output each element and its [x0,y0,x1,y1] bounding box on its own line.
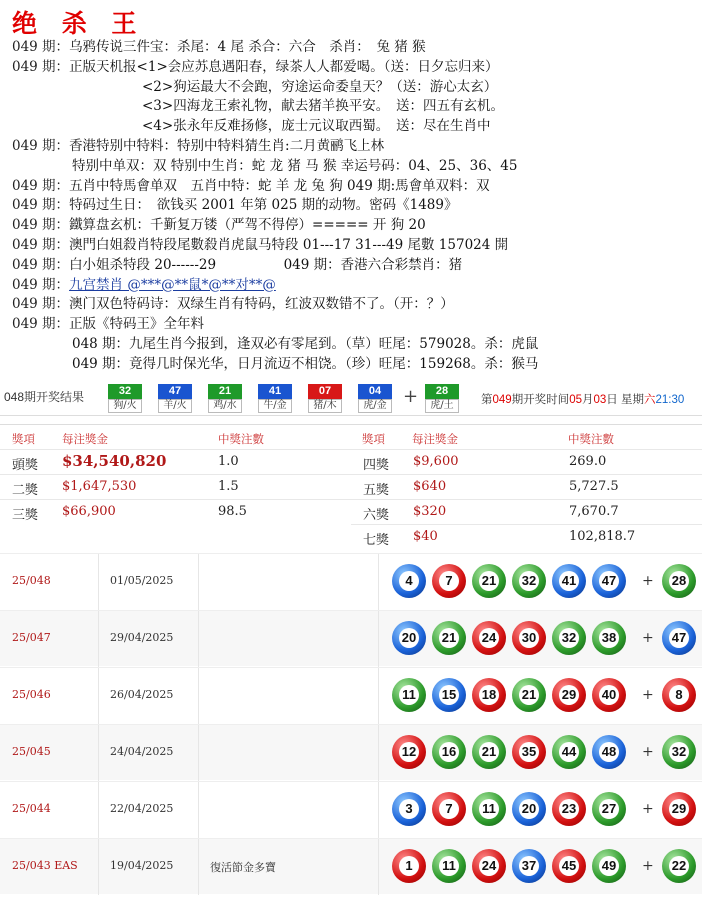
prize-header: 每注獎金 [412,434,458,446]
time-month: 05 [569,394,582,406]
ball-number: 23 [559,799,579,819]
time-issue: 049 [492,394,512,406]
line-text: 白小姐杀特段 20------29 049 期：香港六合彩禁肖：猪 [69,256,463,273]
ball-number: 28 [669,571,689,591]
prize-header: 獎項 [12,434,35,446]
column-divider [378,782,379,838]
lottery-ball [512,564,546,598]
history-issue: 25/048 [12,574,51,587]
ball-number: 30 [519,628,539,648]
ball-number: 35 [519,742,539,762]
prize-money: $9,600 [413,454,459,469]
history-date: 26/04/2025 [110,688,174,701]
ball-number: 44 [559,742,579,762]
column-divider [198,839,199,895]
lottery-ball [432,678,466,712]
column-divider [198,782,199,838]
line-text: 九宫禁肖 @***@**鼠*@**对**@ [69,276,276,293]
prediction-line [12,58,499,76]
issue-prefix: 049 期： [12,39,70,55]
prize-name: 六獎 [363,508,390,523]
draw-ball-number: 32 [108,384,142,399]
special-ball [662,621,696,655]
draw-ball-zodiac: 虎/土 [425,399,459,413]
column-divider [378,668,379,724]
special-ball [662,564,696,598]
ball-number: 47 [669,628,689,648]
ball-number: 32 [519,571,539,591]
column-divider [378,725,379,781]
history-date: 01/05/2025 [110,574,174,587]
prize-header: 中獎注數 [218,434,264,446]
draw-ball [358,384,392,412]
prize-money: $640 [413,479,447,494]
prize-money: $1,647,530 [62,479,137,494]
issue-prefix: 049 期： [12,316,70,333]
time-prefix: 第 [481,394,493,406]
next-draw-time [481,391,684,407]
column-divider [98,782,99,838]
column-divider [98,554,99,610]
ball-number: 21 [479,742,499,762]
lottery-ball [512,792,546,826]
ball-number: 7 [439,571,459,591]
history-row [0,838,702,894]
line-text: <4>张永年反难扬修，庞士元议取西蜀。 送：尽在生肖中 [142,118,491,135]
lottery-ball [592,735,626,769]
ball-number: 18 [479,685,499,705]
line-text: 澳門白姐殺肖特段尾數殺肖虎鼠马特段 01---17 31---49 尾數 157024 開 [69,237,509,253]
draw-ball-number: 41 [258,384,292,399]
prize-count: 1.0 [218,454,239,469]
ball-number: 49 [599,856,619,876]
history-date: 22/04/2025 [110,802,174,815]
ball-number: 7 [439,799,459,819]
prize-row [0,449,351,472]
ball-number: 11 [439,856,459,876]
plus-sign: + [642,630,654,646]
prize-name: 七獎 [363,533,390,548]
prize-header: 中獎注數 [568,434,614,446]
column-divider [98,611,99,667]
prediction-line [12,256,462,274]
page-title: 绝 杀 王 [12,9,145,38]
plus-sign: + [642,573,654,589]
issue-prefix: 049 期： [12,237,70,253]
lottery-ball [592,792,626,826]
line-text: 澳门双色特码诗：双绿生肖有特码，红波双数错不了。（开：？） [69,296,454,313]
lottery-ball [472,621,506,655]
prize-row [351,524,702,547]
ball-number: 21 [519,685,539,705]
lottery-ball [592,849,626,883]
draw-ball [108,384,142,412]
draw-ball-number: 21 [208,384,242,399]
ball-number: 24 [479,628,499,648]
lottery-ball [432,849,466,883]
history-issue: 25/043 EAS [12,859,78,872]
ball-number: 21 [479,571,499,591]
ball-number: 32 [669,742,689,762]
ball-number: 11 [479,799,499,819]
prize-header: 獎項 [362,434,385,446]
line-text: 鐵算盘玄机：千斳复万镂（严驾不得停）===== 开 狗 20 [69,217,426,234]
line-text: <2>狗运最大不会跑，穷途运命委皇天？（送：游心太玄） [142,78,498,95]
prediction-line [12,236,508,254]
line-text: 正版天机报<1>会应苏息遇阳春，绿茶人人都爱喝。（送：日夕忘归来） [69,58,499,75]
line-text: 乌鸦传说三件宝：杀尾：4 尾 杀合：六合 杀肖： 兔 猪 猴 [69,39,426,55]
prize-money: $66,900 [62,504,116,519]
time-day-unit: 日 星期 [606,394,644,406]
plus-sign: + [403,386,419,407]
prediction-line [72,157,517,175]
ball-number: 32 [559,628,579,648]
prediction-line [12,315,204,333]
lottery-ball [472,792,506,826]
prize-table [0,424,702,550]
plus-sign: + [642,801,654,817]
lottery-ball [472,735,506,769]
prize-row [351,499,702,522]
ball-number: 4 [399,571,419,591]
lottery-ball [392,849,426,883]
column-divider [378,554,379,610]
prize-count: 102,818.7 [569,529,636,544]
prize-name: 頭獎 [12,458,39,473]
prediction-line [12,276,276,294]
history-row [0,667,702,723]
lottery-ball [432,564,466,598]
prize-header: 每注獎金 [62,434,108,446]
prediction-line [72,335,538,353]
prize-row [0,474,351,497]
prize-count: 98.5 [218,504,247,519]
draw-ball-zodiac: 猪/木 [308,399,342,413]
prize-money: $320 [413,504,447,519]
prediction-line [12,295,454,313]
prize-money: $34,540,820 [62,452,167,470]
special-ball [662,792,696,826]
prize-row [0,499,351,522]
ball-number: 11 [399,685,419,705]
lottery-ball [472,849,506,883]
lottery-ball [552,735,586,769]
draw-ball [208,384,242,412]
special-ball [662,678,696,712]
line-text: <3>四海龙王索礼物，献去猪羊换平安。 送：四五有玄机。 [142,98,504,115]
plus-sign: + [642,687,654,703]
prize-money: $40 [413,529,438,544]
line-text: 048 期：九尾生肖今报到，逢双必有零尾到。（草）旺尾：579028。杀：虎鼠 [72,336,539,352]
history-row [0,553,702,609]
ball-number: 16 [439,742,459,762]
line-text: 049 期：竟得几时保光华，日月流迈不相饶。（珍）旺尾：159268。杀：猴马 [72,355,539,372]
draw-ball [258,384,292,412]
issue-prefix: 049 期： [12,256,70,273]
ball-number: 20 [519,799,539,819]
column-divider [198,725,199,781]
draw-ball-zodiac: 牛/金 [258,399,292,413]
lottery-ball [392,792,426,826]
column-divider [198,611,199,667]
line-text: 五肖中特馬會单双 五肖中特：蛇 羊 龙 兔 狗 049 期:馬會单双料：双 [69,177,490,194]
history-issue: 25/044 [12,802,51,815]
prize-name: 五獎 [363,483,390,498]
ball-number: 41 [559,571,579,591]
line-text: 香港特别中特料：特别中特料猜生肖:二月黄鹂飞上林 [69,138,385,154]
line-text: 特码过生日： 欲钱买 2001 年第 025 期的动物。密码《1489》 [69,197,458,214]
lottery-ball [392,678,426,712]
ball-number: 1 [399,856,419,876]
lottery-ball [392,564,426,598]
lottery-ball [432,735,466,769]
column-divider [98,725,99,781]
history-note: 復活節金多寶 [210,861,276,874]
draw-ball-number: 04 [358,384,392,399]
draw-ball [425,384,459,412]
draw-ball-number: 28 [425,384,459,399]
prize-name: 二獎 [12,483,39,498]
prize-row [351,474,702,497]
history-row [0,781,702,837]
time-month-unit: 月 [581,394,594,406]
issue-prefix: 049 期： [12,197,70,214]
history-date: 29/04/2025 [110,631,174,644]
prediction-line [142,117,490,135]
lottery-ball [432,792,466,826]
ball-number: 22 [669,856,689,876]
lottery-ball [512,849,546,883]
line-text: 正版《特码王》全年料 [69,316,205,333]
column-divider [378,611,379,667]
ball-number: 8 [669,685,689,705]
issue-prefix: 049 期： [12,296,70,313]
prize-count: 269.0 [569,454,607,469]
ball-number: 29 [669,799,689,819]
ball-number: 48 [599,742,619,762]
history-issue: 25/046 [12,688,51,701]
ball-number: 45 [559,856,579,876]
lottery-ball [472,678,506,712]
prize-count: 5,727.5 [569,479,619,494]
lottery-ball [552,564,586,598]
prediction-line [142,97,504,115]
plus-sign: + [642,858,654,874]
column-divider [98,839,99,895]
prediction-line [72,355,538,373]
lottery-ball [512,678,546,712]
draw-ball-zodiac: 羊/火 [158,399,192,413]
issue-prefix: 049 期： [12,138,70,154]
ball-number: 15 [439,685,459,705]
prediction-line [12,196,457,214]
time-day: 03 [593,394,607,406]
time-week: 六 [643,394,656,406]
ball-number: 20 [399,628,419,648]
lottery-ball [592,564,626,598]
lottery-ball [552,621,586,655]
prediction-line [12,137,384,155]
draw-ball-number: 47 [158,384,192,399]
ball-number: 47 [599,571,619,591]
draw-ball-zodiac: 虎/金 [358,399,392,413]
issue-prefix: 049 期： [12,58,70,75]
prediction-line [12,177,490,195]
column-divider [198,668,199,724]
history-issue: 25/045 [12,745,51,758]
lottery-ball [432,621,466,655]
prize-row [351,449,702,472]
ball-number: 40 [599,685,619,705]
prediction-line [142,78,497,96]
prize-name: 四獎 [363,458,390,473]
lottery-ball [512,621,546,655]
ball-number: 27 [599,799,619,819]
ball-number: 12 [399,742,419,762]
time-clock: 21:30 [655,394,685,406]
lottery-ball [552,792,586,826]
ball-number: 24 [479,856,499,876]
column-divider [378,839,379,895]
special-ball [662,849,696,883]
prize-name: 三獎 [12,508,39,523]
lottery-ball [552,849,586,883]
lottery-ball [592,621,626,655]
history-date: 19/04/2025 [110,859,174,872]
line-text: 特别中单双：双 特别中生肖：蛇 龙 猪 马 猴 幸运号码：04、25、36、45 [72,157,518,174]
ball-number: 37 [519,856,539,876]
ball-number: 21 [439,628,459,648]
special-ball [662,735,696,769]
draw-ball-zodiac: 鸡/水 [208,399,242,413]
column-divider [198,554,199,610]
draw-result-bar [0,380,702,416]
history-row [0,724,702,780]
ball-number: 3 [399,799,419,819]
history-issue: 25/047 [12,631,51,644]
lottery-ball [392,621,426,655]
prize-count: 7,670.7 [569,504,619,519]
issue-prefix: 049 期： [12,276,70,293]
history-date: 24/04/2025 [110,745,174,758]
draw-ball-number: 07 [308,384,342,399]
column-divider [98,668,99,724]
prize-count: 1.5 [218,479,239,494]
lottery-ball [472,564,506,598]
history-row [0,610,702,666]
ball-number: 38 [599,628,619,648]
lottery-ball [512,735,546,769]
ball-number: 29 [559,685,579,705]
draw-ball [308,384,342,412]
lottery-ball [552,678,586,712]
draw-ball-zodiac: 狗/火 [108,399,142,413]
issue-prefix: 049 期： [12,177,70,194]
time-mid: 期开奖时间 [511,394,570,406]
lottery-ball [592,678,626,712]
plus-sign: + [642,744,654,760]
issue-prefix: 049 期： [12,217,70,234]
lottery-ball [392,735,426,769]
draw-ball [158,384,192,412]
prediction-line [12,216,426,234]
draw-label: 048期开奖结果 [4,390,85,404]
prediction-line [12,38,426,56]
